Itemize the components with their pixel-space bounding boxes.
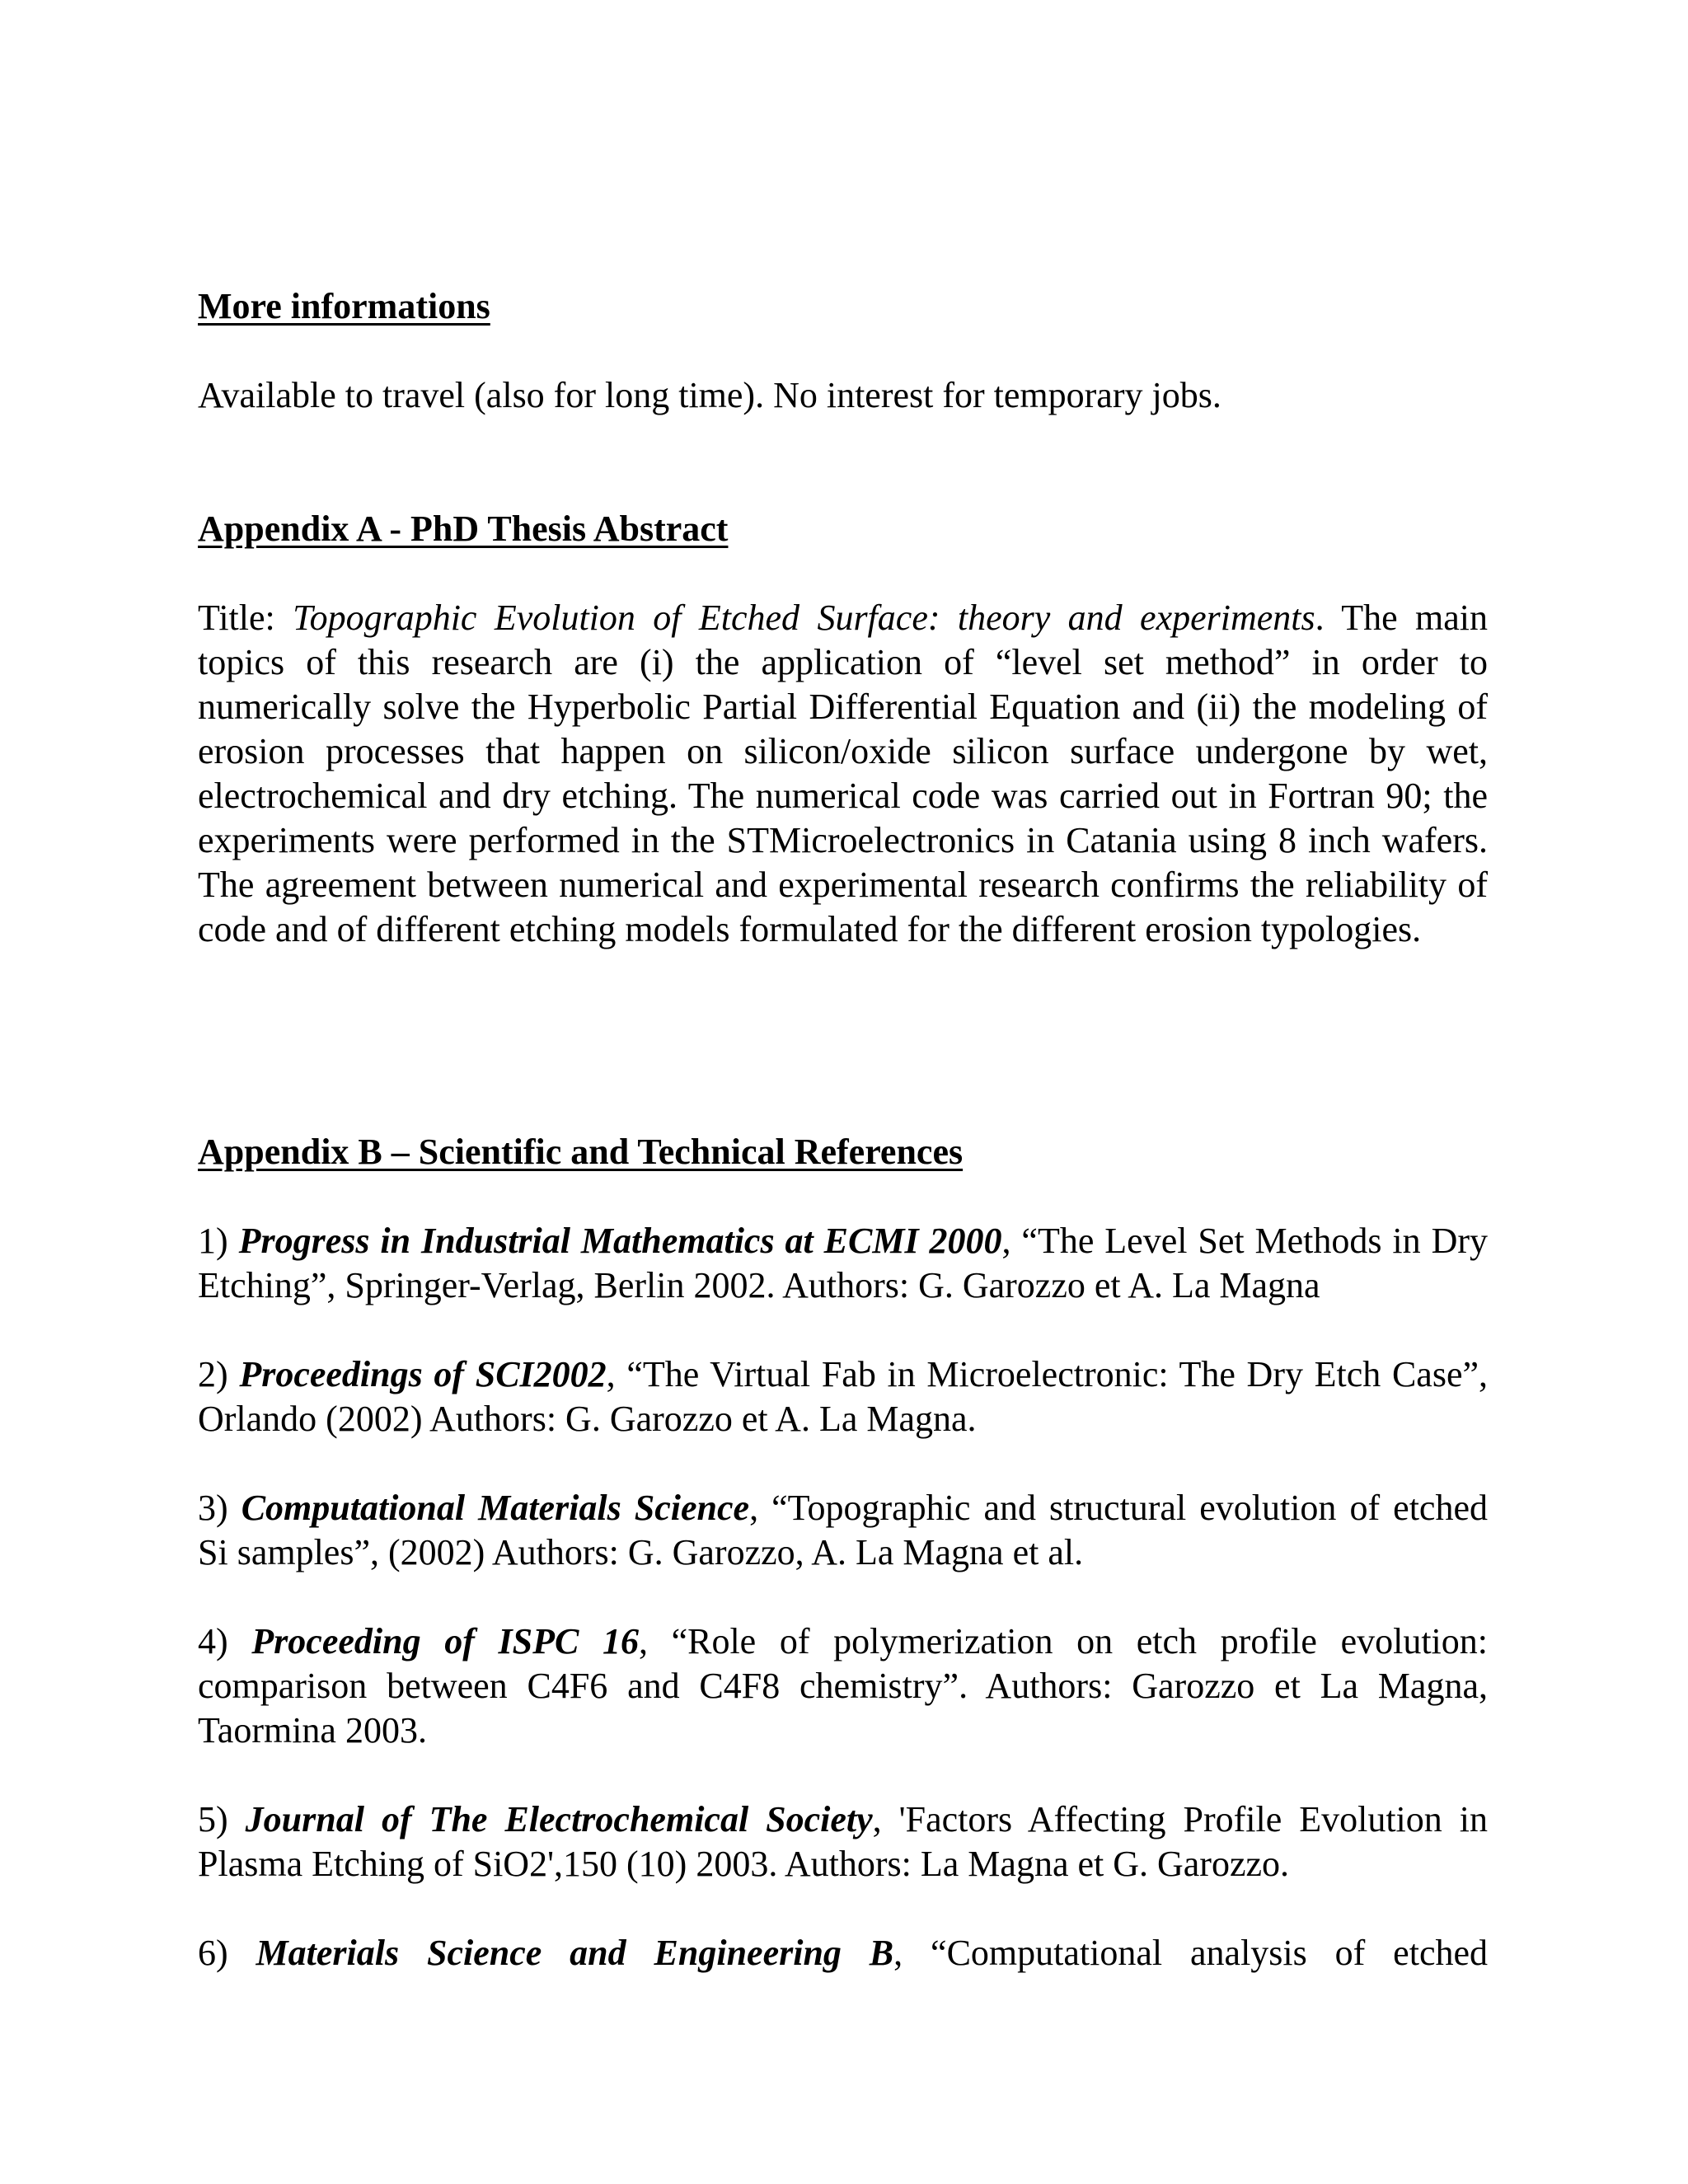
abstract-title: Topographic Evolution of Etched Surface: theory and experiments	[293, 598, 1315, 638]
reference-number: 4)	[198, 1621, 252, 1661]
reference-number: 2)	[198, 1354, 240, 1394]
abstract-title-label: Title:	[198, 598, 293, 638]
reference-venue: Progress in Industrial Mathematics at ECMI 2000	[238, 1221, 1002, 1261]
reference-details: , “Topographic and structural evolution of etched Si samples”, (2002) Authors: G. Garozzo, A. La Magna et al.	[198, 1488, 1488, 1572]
heading-appendix-b: Appendix B – Scientific and Technical References	[198, 1132, 964, 1172]
reference-venue: Proceeding of ISPC 16	[251, 1621, 639, 1661]
page-content	[198, 284, 1488, 1975]
reference-details: , “The Virtual Fab in Microelectronic: The Dry Etch Case”, Orlando (2002) Authors: G. Garozzo et A. La Magna.	[198, 1354, 1488, 1439]
more-informations-text: Available to travel (also for long time). No interest for temporary jobs.	[198, 375, 1221, 415]
reference-number: 1)	[198, 1221, 239, 1261]
reference-venue: Proceedings of SCI2002	[239, 1354, 607, 1394]
reference-venue: Materials Science and Engineering B	[256, 1933, 894, 1973]
reference-details: , 'Factors Affecting Profile Evolution in Plasma Etching of SiO2',150 (10) 2003. Authors: La Magna et G. Garozzo.	[198, 1799, 1488, 1884]
reference-item	[198, 1931, 1488, 1975]
reference-item	[198, 1486, 1488, 1575]
thesis-abstract	[198, 596, 1488, 952]
reference-number: 6)	[198, 1933, 256, 1973]
reference-details: , “Computational analysis of etched	[893, 1933, 1488, 1973]
reference-details: , “The Level Set Methods in Dry Etching”, Springer-Verlag, Berlin 2002. Authors: G. Garozzo et A. La Magna	[198, 1221, 1488, 1305]
reference-details: , “Role of polymerization on etch profile evolution: comparison between C4F6 and C4F8 chemistry”. Authors: Garozzo et La Magna, Taormina 2003.	[198, 1621, 1489, 1750]
reference-number: 3)	[198, 1488, 241, 1528]
heading-appendix-a: Appendix A - PhD Thesis Abstract	[198, 509, 729, 549]
abstract-body: . The main topics of this research are (i) the application of “level set method” in order to numerically solve the Hyperbolic Partial Differential Equation and (ii) the modeling of erosion processes that happen on silicon/oxide silicon surface undergone by wet, electrochemical and dry etching. The numerical code was carried out in Fortran 90; the experiments were performed in the STMicroelectronics in Catania using 8 inch wafers. The agreement between numerical and experimental research confirms the reliability of code and of different etching models formulated for the different erosion typologies.	[198, 598, 1488, 949]
heading-more-informations: More informations	[198, 286, 490, 326]
reference-item	[198, 1219, 1488, 1308]
reference-venue: Computational Materials Science	[241, 1488, 750, 1528]
reference-item	[198, 1352, 1488, 1441]
reference-item	[198, 1619, 1488, 1753]
reference-venue: Journal of The Electrochemical Society	[245, 1799, 873, 1840]
reference-item	[198, 1797, 1488, 1886]
reference-number: 5)	[198, 1799, 246, 1840]
